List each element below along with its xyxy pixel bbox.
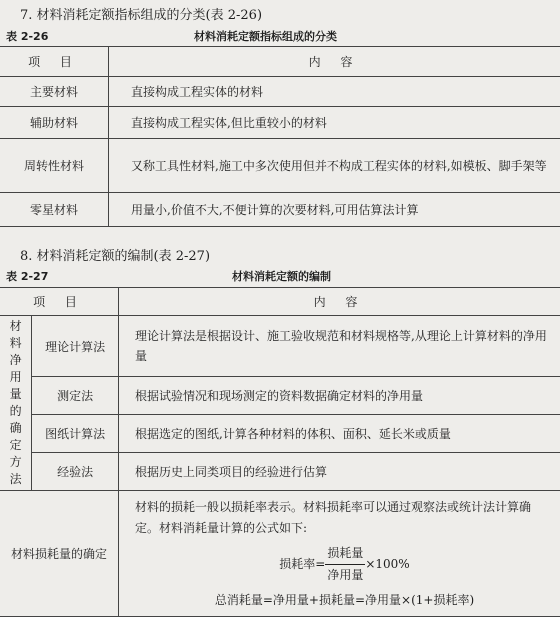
method-name: 测定法 (32, 377, 119, 415)
loss-item: 材料损耗量的确定 (0, 491, 119, 617)
table-header-row (0, 288, 560, 316)
table-2-26-caption: 材料消耗定额指标组成的分类 (194, 28, 337, 44)
method-content: 根据选定的图纸,计算各种材料的体积、面积、延长米或质量 (119, 415, 560, 453)
table-2-26-number: 表 2-26 (6, 28, 48, 44)
row-content: 又称工具性材料,施工中多次使用但并不构成工程实体的材料,如模板、脚手架等 (109, 139, 560, 193)
table-row (0, 415, 560, 453)
loss-content (119, 491, 560, 617)
header-content: 内 容 (119, 288, 560, 316)
table-header-row (0, 47, 560, 77)
row-item: 零星材料 (0, 193, 109, 227)
table-2-27-number: 表 2-27 (6, 268, 48, 284)
formula-numerator: 损耗量 (325, 543, 365, 565)
formula-denominator: 净用量 (325, 565, 365, 586)
table-row (0, 316, 560, 377)
table-row (0, 377, 560, 415)
header-item: 项 目 (0, 288, 119, 316)
header-content: 内 容 (109, 47, 560, 77)
total-consumption-formula: 总消耗量=净用量+损耗量=净用量×(1+损耗率) (135, 590, 554, 611)
method-name: 经验法 (32, 453, 119, 491)
formula-left: 损耗率= (279, 557, 325, 571)
method-name: 理论计算法 (32, 316, 119, 377)
formula-right: ×100% (365, 557, 409, 571)
table-row (0, 193, 560, 227)
header-item: 项 目 (0, 47, 109, 77)
method-content: 理论计算法是根据设计、施工验收规范和材料规格等,从理论上计算材料的净用量 (119, 316, 560, 377)
table-row (0, 77, 560, 107)
row-item: 辅助材料 (0, 107, 109, 139)
row-content: 直接构成工程实体的材料 (109, 77, 560, 107)
table-2-27-caption: 材料消耗定额的编制 (232, 268, 331, 284)
table-row (0, 491, 560, 617)
row-item: 周转性材料 (0, 139, 109, 193)
row-content: 直接构成工程实体,但比重较小的材料 (109, 107, 560, 139)
table-2-27 (0, 287, 560, 617)
section-8-title: 8. 材料消耗定额的编制(表 2-27) (20, 245, 210, 264)
row-content: 用量小,价值不大,不便计算的次要材料,可用估算法计算 (109, 193, 560, 227)
table-row (0, 107, 560, 139)
method-content: 根据试验情况和现场测定的资料数据确定材料的净用量 (119, 377, 560, 415)
formula-fraction (325, 543, 365, 586)
loss-text: 材料的损耗一般以损耗率表示。材料损耗率可以通过观察法或统计法计算确定。材料消耗量计算的公式如下: (135, 497, 554, 539)
table-row (0, 139, 560, 193)
table-2-26 (0, 46, 560, 227)
group-label: 材料净用量的确定方法 (0, 316, 32, 491)
method-name: 图纸计算法 (32, 415, 119, 453)
table-row (0, 453, 560, 491)
method-content: 根据历史上同类项目的经验进行估算 (119, 453, 560, 491)
section-7-title: 7. 材料消耗定额指标组成的分类(表 2-26) (20, 4, 262, 23)
row-item: 主要材料 (0, 77, 109, 107)
loss-rate-formula (135, 543, 554, 586)
